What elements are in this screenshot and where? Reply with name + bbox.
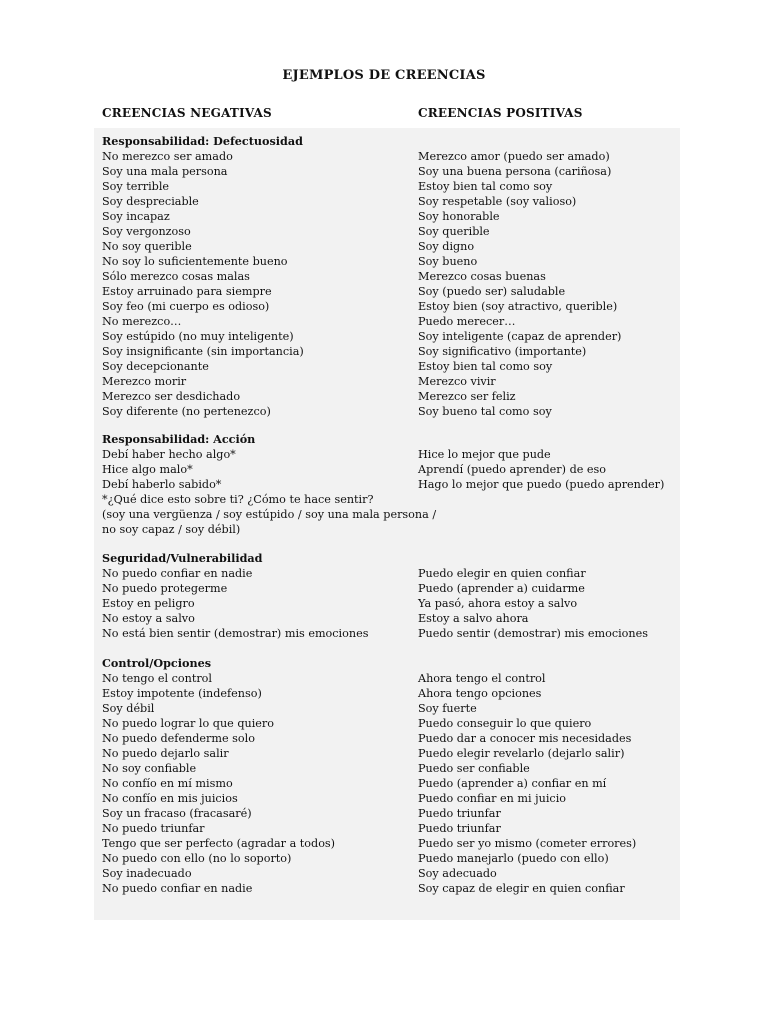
negative-belief: No puedo protegerme [102,582,228,595]
section-heading: Seguridad/Vulnerabilidad [102,551,263,565]
positive-belief: Puedo (aprender a) cuidarme [418,582,585,595]
section-heading: Control/Opciones [102,656,212,670]
positive-belief: Estoy bien tal como soy [418,360,553,373]
negative-belief: No estoy a salvo [102,612,195,625]
negative-belief: No puedo triunfar [102,822,205,835]
positive-belief: Puedo ser yo mismo (cometer errores) [418,837,637,850]
negative-belief: Merezco ser desdichado [102,390,241,403]
positive-belief: Puedo triunfar [418,822,501,835]
negative-belief: Soy débil [102,702,155,715]
negative-belief: No merezco ser amado [102,150,233,163]
negative-belief: Soy una mala persona [102,165,228,178]
section-heading: Responsabilidad: Defectuosidad [102,134,303,148]
negative-belief: No puedo con ello (no lo soporto) [102,852,292,865]
negative-belief: Soy decepcionante [102,360,209,373]
positive-belief: Estoy bien (soy atractivo, querible) [418,300,618,313]
negative-belief: Sólo merezco cosas malas [102,270,250,283]
positive-belief: Soy capaz de elegir en quien confiar [418,882,625,895]
negative-belief: Soy incapaz [102,210,170,223]
negative-belief: No soy confiable [102,762,197,775]
page-title: EJEMPLOS DE CREENCIAS [282,68,486,83]
positive-belief: Soy respetable (soy valioso) [418,195,577,208]
positive-belief: Estoy a salvo ahora [418,612,529,625]
positive-belief: Merezco vivir [418,375,496,388]
positive-belief: Soy fuerte [418,702,477,715]
negative-belief: No merezco… [102,315,182,328]
positive-belief: Puedo dar a conocer mis necesidades [418,732,632,745]
positive-belief: Ahora tengo el control [418,672,546,685]
positive-belief: Puedo manejarlo (puedo con ello) [418,852,609,865]
positive-belief: Soy significativo (importante) [418,345,587,358]
negative-belief: Soy diferente (no pertenezco) [102,405,271,418]
negative-belief: No soy querible [102,240,192,253]
negative-belief: No puedo confiar en nadie [102,882,253,895]
positive-belief: Merezco ser feliz [418,390,516,403]
positive-belief: Puedo (aprender a) confiar en mí [418,777,607,790]
negative-belief: No tengo el control [102,672,212,685]
positive-belief: Hice lo mejor que pude [418,448,551,461]
positive-belief: Puedo merecer… [418,315,516,328]
negative-belief: (soy una vergüenza / soy estúpido / soy una mala persona / [102,508,437,521]
negative-belief: No puedo confiar en nadie [102,567,253,580]
positive-belief: Soy una buena persona (cariñosa) [418,165,612,178]
negative-belief: Soy terrible [102,180,170,193]
positive-belief: Soy (puedo ser) saludable [418,285,566,298]
negative-belief: Soy despreciable [102,195,199,208]
positive-belief: Puedo sentir (demostrar) mis emociones [418,627,648,640]
positive-column-header: CREENCIAS POSITIVAS [418,106,583,120]
negative-belief: Merezco morir [102,375,187,388]
negative-belief: No puedo dejarlo salir [102,747,229,760]
negative-belief: Soy insignificante (sin importancia) [102,345,304,358]
positive-belief: Merezco amor (puedo ser amado) [418,150,610,163]
negative-belief: Soy estúpido (no muy inteligente) [102,330,294,343]
positive-belief: Soy digno [418,240,475,253]
positive-belief: Puedo elegir revelarlo (dejarlo salir) [418,747,625,760]
negative-belief: No confío en mí mismo [102,777,233,790]
positive-belief: Puedo ser confiable [418,762,530,775]
positive-belief: Aprendí (puedo aprender) de eso [418,463,607,476]
negative-column-header: CREENCIAS NEGATIVAS [102,106,272,120]
negative-belief: Debí haberlo sabido* [102,478,222,491]
negative-belief: Estoy impotente (indefenso) [102,687,262,700]
negative-belief: No soy lo suficientemente bueno [102,255,288,268]
positive-belief: Ya pasó, ahora estoy a salvo [418,597,578,610]
positive-belief: Puedo elegir en quien confiar [418,567,586,580]
negative-belief: Soy inadecuado [102,867,192,880]
negative-belief: Soy feo (mi cuerpo es odioso) [102,300,270,313]
positive-belief: Puedo confiar en mi juicio [418,792,567,805]
negative-belief: Soy vergonzoso [102,225,191,238]
negative-belief: Hice algo malo* [102,463,193,476]
negative-belief: *¿Qué dice esto sobre ti? ¿Cómo te hace sentir? [102,493,374,506]
positive-belief: Soy honorable [418,210,500,223]
section-heading: Responsabilidad: Acción [102,432,256,446]
negative-belief: Estoy arruinado para siempre [102,285,272,298]
negative-belief: Estoy en peligro [102,597,195,610]
negative-belief: Tengo que ser perfecto (agradar a todos) [102,837,336,850]
negative-belief: No está bien sentir (demostrar) mis emociones [102,627,369,640]
negative-belief: Soy un fracaso (fracasaré) [102,807,252,820]
positive-belief: Puedo conseguir lo que quiero [418,717,592,730]
positive-belief: Soy querible [418,225,490,238]
positive-belief: Soy bueno [418,255,478,268]
positive-belief: Merezco cosas buenas [418,270,546,283]
negative-belief: Debí haber hecho algo* [102,448,236,461]
positive-belief: Puedo triunfar [418,807,501,820]
negative-belief: No puedo lograr lo que quiero [102,717,274,730]
positive-belief: Soy inteligente (capaz de aprender) [418,330,622,343]
negative-belief: No puedo defenderme solo [102,732,255,745]
positive-belief: Soy adecuado [418,867,497,880]
negative-belief: no soy capaz / soy débil) [102,523,241,536]
positive-belief: Ahora tengo opciones [418,687,542,700]
positive-belief: Soy bueno tal como soy [418,405,552,418]
positive-belief: Hago lo mejor que puedo (puedo aprender) [418,478,665,491]
positive-belief: Estoy bien tal como soy [418,180,553,193]
negative-belief: No confío en mis juicios [102,792,238,805]
